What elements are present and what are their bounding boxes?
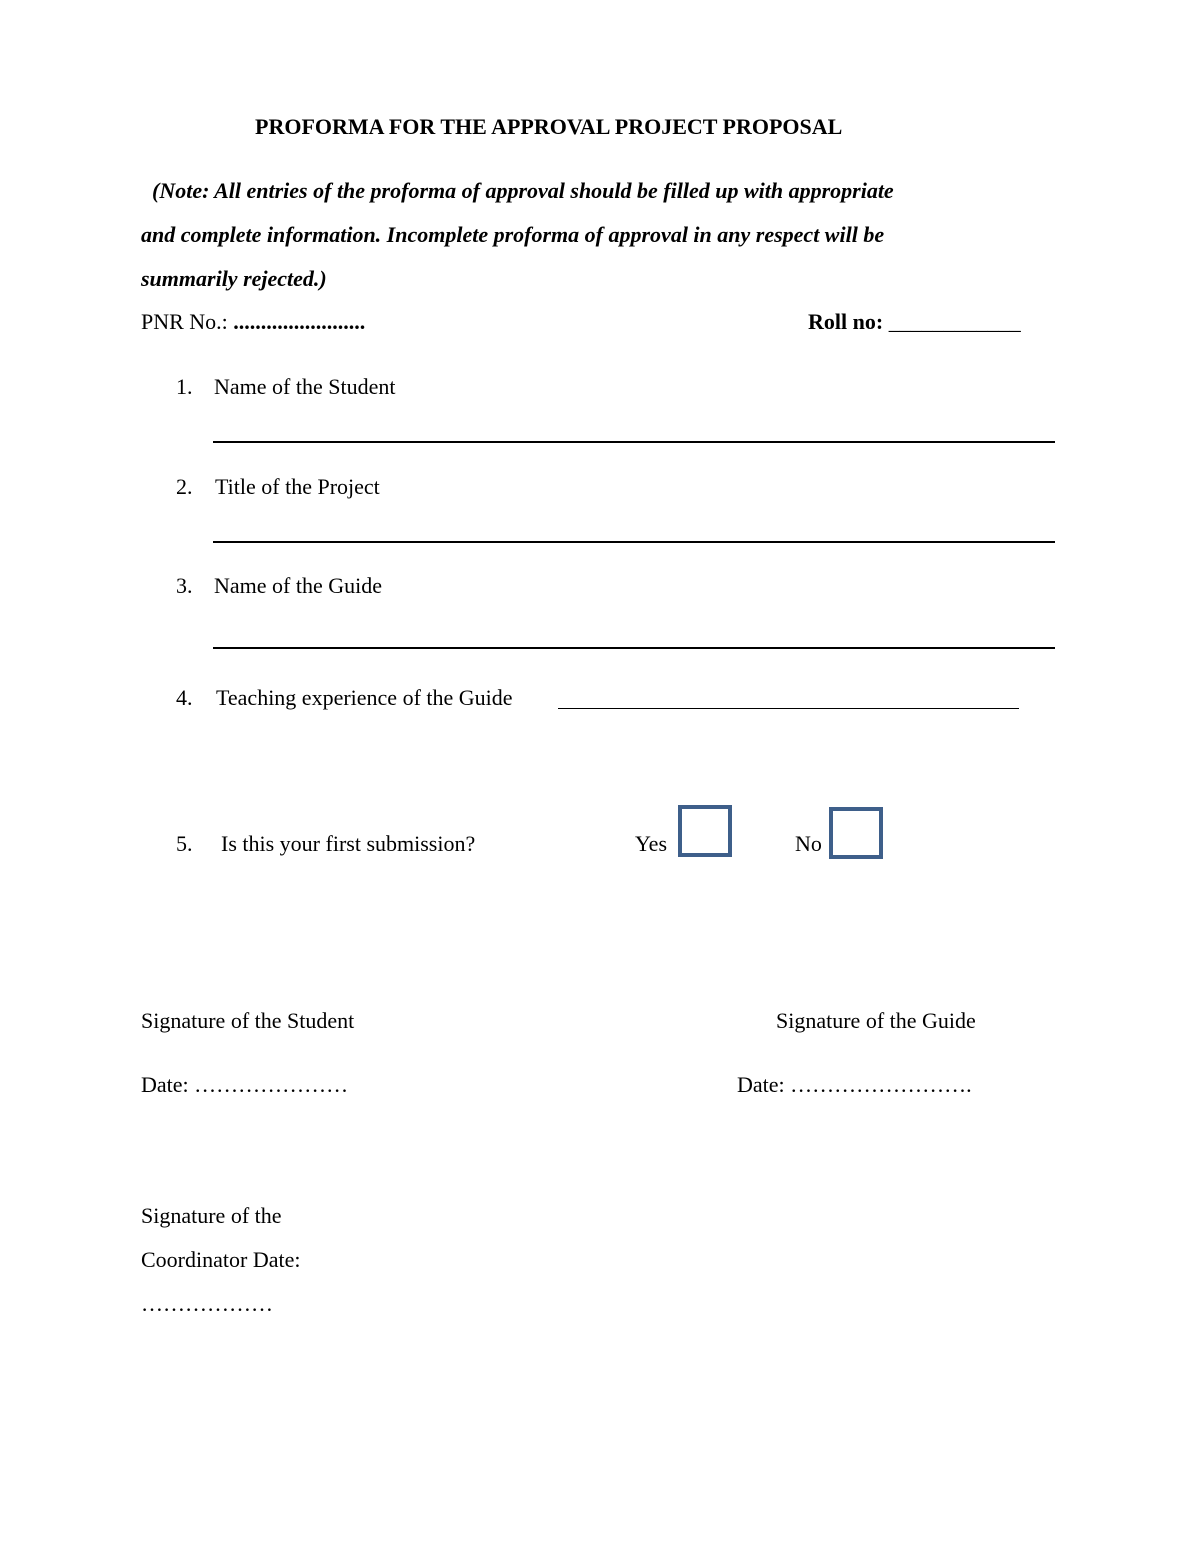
item-number-1: 1. <box>176 374 193 399</box>
roll-value: ____________ <box>888 309 1021 334</box>
item-label-project-title: Title of the Project <box>215 474 380 499</box>
project-title-line[interactable] <box>213 541 1055 543</box>
no-checkbox[interactable] <box>829 807 883 859</box>
item-label-guide-name: Name of the Guide <box>214 573 382 598</box>
guide-date-field[interactable]: Date: ……………………. <box>737 1072 972 1097</box>
student-signature-label: Signature of the Student <box>141 1008 355 1033</box>
no-label: No <box>795 831 822 856</box>
item-number-2: 2. <box>176 474 193 499</box>
pnr-label: PNR No.: <box>141 309 228 334</box>
coordinator-date-label: Coordinator Date: <box>141 1247 301 1272</box>
guide-name-line[interactable] <box>213 647 1055 649</box>
note-line-1: (Note: All entries of the proforma of approval should be filled up with appropriate <box>152 178 894 203</box>
yes-checkbox[interactable] <box>678 805 732 857</box>
roll-field[interactable] <box>808 309 1021 335</box>
page-title: PROFORMA FOR THE APPROVAL PROJECT PROPOSAL <box>255 114 843 139</box>
item-label-student-name: Name of the Student <box>214 374 396 399</box>
item-label-teaching-experience: Teaching experience of the Guide <box>216 685 513 710</box>
coordinator-date-field[interactable]: ……………… <box>141 1291 273 1316</box>
item-number-3: 3. <box>176 573 193 598</box>
guide-signature-label: Signature of the Guide <box>776 1008 976 1033</box>
item-label-first-submission: Is this your first submission? <box>221 831 476 856</box>
pnr-field[interactable] <box>141 309 365 335</box>
roll-label: Roll no: <box>808 309 884 334</box>
item-number-4: 4. <box>176 685 193 710</box>
item-number-5: 5. <box>176 831 193 856</box>
note-line-3: summarily rejected.) <box>141 266 327 291</box>
student-name-line[interactable] <box>213 441 1055 443</box>
coordinator-signature-label: Signature of the <box>141 1203 282 1228</box>
pnr-value: ........................ <box>233 309 366 334</box>
note-line-2: and complete information. Incomplete proforma of approval in any respect will be <box>141 222 885 247</box>
teaching-experience-line[interactable] <box>558 708 1019 709</box>
student-date-field[interactable]: Date: ………………… <box>141 1072 349 1097</box>
yes-label: Yes <box>635 831 668 856</box>
